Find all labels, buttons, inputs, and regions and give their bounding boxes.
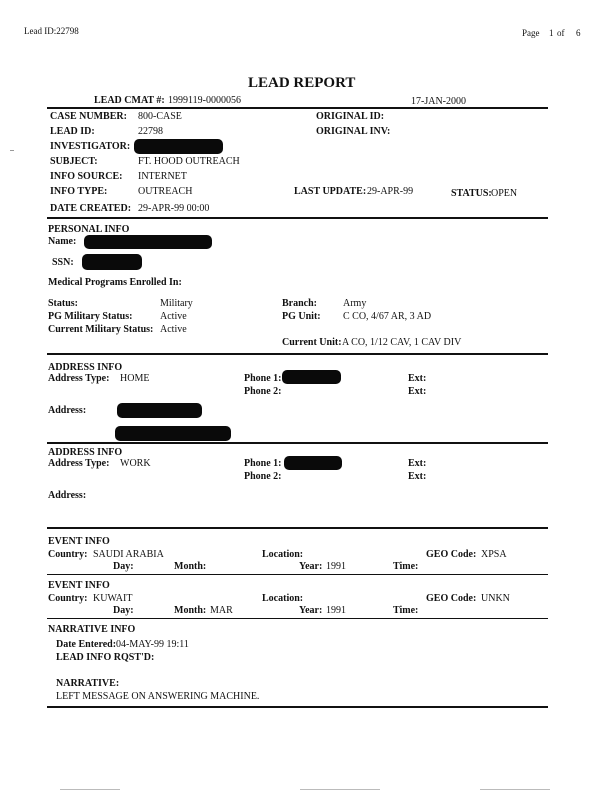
address-type-label: Address Type: — [48, 458, 110, 469]
section-divider — [47, 706, 548, 708]
lead-id-value: 22798 — [138, 126, 163, 137]
address-label: Address: — [48, 405, 87, 416]
event-info-heading: EVENT INFO — [48, 580, 110, 591]
last-update-value: 29-APR-99 — [367, 186, 414, 197]
current-unit-value: A CO, 1/12 CAV, 1 CAV DIV — [342, 337, 462, 348]
lead-info-rqstd-label: LEAD INFO RQST'D: — [56, 652, 155, 663]
phone1-label: Phone 1: — [244, 458, 282, 469]
last-update-label: LAST UPDATE: — [294, 186, 367, 197]
location-label: Location: — [262, 549, 304, 560]
pg-unit-value: C CO, 4/67 AR, 3 AD — [343, 311, 432, 322]
scan-speck — [10, 150, 14, 151]
info-source-value: INTERNET — [138, 171, 187, 182]
page-total: 6 — [576, 28, 581, 38]
section-divider — [47, 574, 548, 575]
branch-value: Army — [343, 298, 367, 309]
date-created-label: DATE CREATED: — [50, 203, 132, 214]
country-value: KUWAIT — [93, 593, 133, 604]
status-field-value: Military — [160, 298, 193, 309]
cmat-label: LEAD CMAT #: — [94, 95, 165, 106]
page-of-label: of — [557, 28, 565, 38]
name-redaction — [84, 235, 212, 249]
section-divider — [47, 107, 548, 109]
year-label: Year: — [299, 605, 323, 616]
personal-info-heading: PERSONAL INFO — [48, 224, 130, 235]
event-info-heading: EVENT INFO — [48, 536, 110, 547]
original-id-label: ORIGINAL ID: — [316, 111, 385, 122]
address-type-label: Address Type: — [48, 373, 110, 384]
section-divider — [47, 217, 548, 219]
time-label: Time: — [393, 605, 419, 616]
name-label: Name: — [48, 236, 77, 247]
month-value: MAR — [210, 605, 233, 616]
phone1-label: Phone 1: — [244, 373, 282, 384]
address-info-heading: ADDRESS INFO — [48, 362, 123, 373]
phone2-label: Phone 2: — [244, 386, 282, 397]
geo-code-label: GEO Code: — [426, 549, 477, 560]
day-label: Day: — [113, 605, 134, 616]
subject-label: SUBJECT: — [50, 156, 98, 167]
narrative-text: LEFT MESSAGE ON ANSWERING MACHINE. — [56, 691, 260, 702]
narrative-info-heading: NARRATIVE INFO — [48, 624, 136, 635]
section-divider — [47, 442, 548, 444]
geo-code-label: GEO Code: — [426, 593, 477, 604]
original-inv-label: ORIGINAL INV: — [316, 126, 391, 137]
lead-id-header: Lead ID:22798 — [24, 26, 79, 36]
investigator-label: INVESTIGATOR: — [50, 141, 131, 152]
country-label: Country: — [48, 593, 88, 604]
ext1-label: Ext: — [408, 373, 427, 384]
report-date: 17-JAN-2000 — [411, 96, 466, 107]
ext1-label: Ext: — [408, 458, 427, 469]
ssn-redaction — [82, 254, 142, 270]
geo-code-value: UNKN — [481, 593, 510, 604]
medical-programs-label: Medical Programs Enrolled In: — [48, 277, 182, 288]
cmat-value: 1999119-0000056 — [168, 95, 241, 106]
current-military-status-value: Active — [160, 324, 187, 335]
info-type-value: OUTREACH — [138, 186, 193, 197]
branch-label: Branch: — [282, 298, 317, 309]
date-created-value: 29-APR-99 00:00 — [138, 203, 210, 214]
narrative-label: NARRATIVE: — [56, 678, 120, 689]
ext2-label: Ext: — [408, 471, 427, 482]
subject-value: FT. HOOD OUTREACH — [138, 156, 240, 167]
lead-id-label: LEAD ID: — [50, 126, 95, 137]
scan-speck — [60, 789, 120, 790]
year-value: 1991 — [326, 605, 346, 616]
status-field-label: Status: — [48, 298, 79, 309]
current-unit-label: Current Unit: — [282, 337, 342, 348]
time-label: Time: — [393, 561, 419, 572]
location-label: Location: — [262, 593, 304, 604]
address-line2-redaction — [115, 426, 231, 441]
address-line1-redaction — [117, 403, 202, 418]
country-label: Country: — [48, 549, 88, 560]
info-type-label: INFO TYPE: — [50, 186, 108, 197]
scan-speck — [480, 789, 550, 790]
address-label: Address: — [48, 490, 87, 501]
info-source-label: INFO SOURCE: — [50, 171, 123, 182]
day-label: Day: — [113, 561, 134, 572]
month-label: Month: — [174, 561, 207, 572]
section-divider — [47, 353, 548, 355]
page-number: 1 — [549, 28, 554, 38]
ssn-label: SSN: — [52, 257, 74, 268]
date-entered-label: Date Entered: — [56, 639, 117, 650]
pg-military-status-value: Active — [160, 311, 187, 322]
current-military-status-label: Current Military Status: — [48, 324, 154, 335]
year-label: Year: — [299, 561, 323, 572]
address-type-value: HOME — [120, 373, 150, 384]
report-title: LEAD REPORT — [248, 75, 356, 91]
status-label: STATUS: — [451, 188, 492, 199]
phone2-label: Phone 2: — [244, 471, 282, 482]
year-value: 1991 — [326, 561, 346, 572]
scan-speck — [300, 789, 380, 790]
address-type-value: WORK — [120, 458, 151, 469]
case-number-value: 800-CASE — [138, 111, 182, 122]
phone1-redaction — [284, 456, 342, 470]
pg-military-status-label: PG Military Status: — [48, 311, 133, 322]
page-label: Page — [522, 28, 540, 38]
geo-code-value: XPSA — [481, 549, 507, 560]
status-value: OPEN — [491, 188, 518, 199]
investigator-redaction — [134, 139, 223, 154]
date-entered-value: 04-MAY-99 19:11 — [116, 639, 189, 650]
phone1-redaction — [282, 370, 341, 384]
pg-unit-label: PG Unit: — [282, 311, 321, 322]
month-label: Month: — [174, 605, 207, 616]
section-divider — [47, 618, 548, 619]
country-value: SAUDI ARABIA — [93, 549, 164, 560]
case-number-label: CASE NUMBER: — [50, 111, 127, 122]
section-divider — [47, 527, 548, 529]
address-info-heading: ADDRESS INFO — [48, 447, 123, 458]
ext2-label: Ext: — [408, 386, 427, 397]
